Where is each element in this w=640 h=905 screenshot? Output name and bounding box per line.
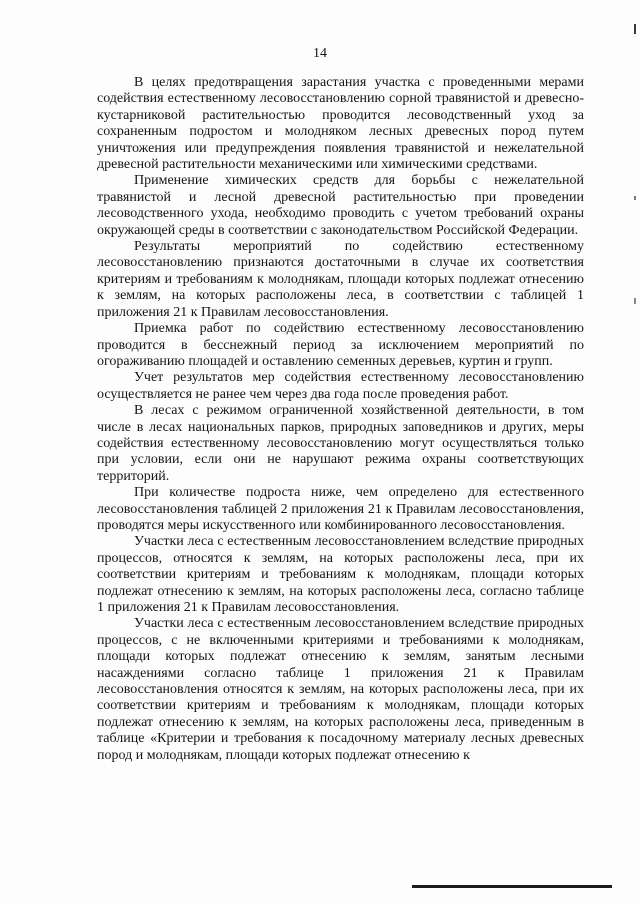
- paragraph: В целях предотвращения зарастания участка с проведенными мерами содействия естественному лесовосстановлению сорной травянистой и древесно-кустарниковой растительностью проводится лесоводственный уход за сохраненным подростом и молодняком лесных древесных пород путем уничтожения или предупреждения появления травянистой и нежелательной древесной растительности механическими или химическими средствами.: [97, 75, 584, 173]
- paragraph: Результаты мероприятий по содействию естественному лесовосстановлению признаются достаточными в случае их соответствия критериям и требованиям к молоднякам, площади которых подлежат отнесению к землям, на которых расположены леса, в соответствии с таблицей 1 приложения 21 к Правилам лесовосстановления.: [97, 239, 584, 320]
- paragraph: Применение химических средств для борьбы с нежелательной травянистой и лесной древесной растительностью при проведении лесоводственного ухода, необходимо проводить с учетом требований охраны окружающей среды в соответствии с законодательством Российской Федерации.: [97, 173, 584, 238]
- paragraph: Учет результатов мер содействия естественному лесовосстановлению осуществляется не ранее чем через два года после проведения работ.: [97, 370, 584, 402]
- scan-edge-mark: [634, 298, 636, 304]
- scan-edge-mark: [634, 24, 636, 34]
- paragraph: Участки леса с естественным лесовосстановлением вследствие природных процессов, с не включенными критериями и требованиями к молоднякам, площади которых подлежат отнесению к землям, занятым лесными насаждениями согласно таблице 1 приложения 21 к Правилам лесовосстановления относятся к землям, на которых расположены леса, при их соответствии критериям и требованиям к молоднякам, площади которых подлежат отнесению к землям, на которых расположены леса, приведенным в таблице «Критерии и требования к посадочному материалу лесных древесных пород и молоднякам, площади которых подлежат отнесению к: [97, 616, 584, 763]
- scan-edge-mark: [634, 196, 636, 200]
- page-number: 14: [313, 46, 327, 61]
- paragraph: Приемка работ по содействию естественному лесовосстановлению проводится в бесснежный период за исключением мероприятий по огораживанию площадей и оставлению семенных деревьев, куртин и групп.: [97, 321, 584, 369]
- paragraph: В лесах с режимом ограниченной хозяйственной деятельности, в том числе в лесах национальных парков, природных заповедников и других, меры содействия естественному лесовосстановлению могут осуществляться только при условии, если они не нарушают режима охраны соответствующих территорий.: [97, 403, 584, 484]
- paragraph: При количестве подроста ниже, чем определено для естественного лесовосстановления таблицей 2 приложения 21 к Правилам лесовосстановления, проводятся меры искусственного или комбинированного лесовосстановления.: [97, 485, 584, 533]
- paragraph: Участки леса с естественным лесовосстановлением вследствие природных процессов, относятся к землям, на которых расположены леса, при их соответствии критериям и требованиям к молоднякам, площади которых подлежат отнесению к землям, на которых расположены леса, согласно таблице 1 приложения 21 к Правилам лесовосстановления.: [97, 534, 584, 615]
- bottom-rule: [412, 885, 612, 888]
- body-text: [97, 75, 584, 764]
